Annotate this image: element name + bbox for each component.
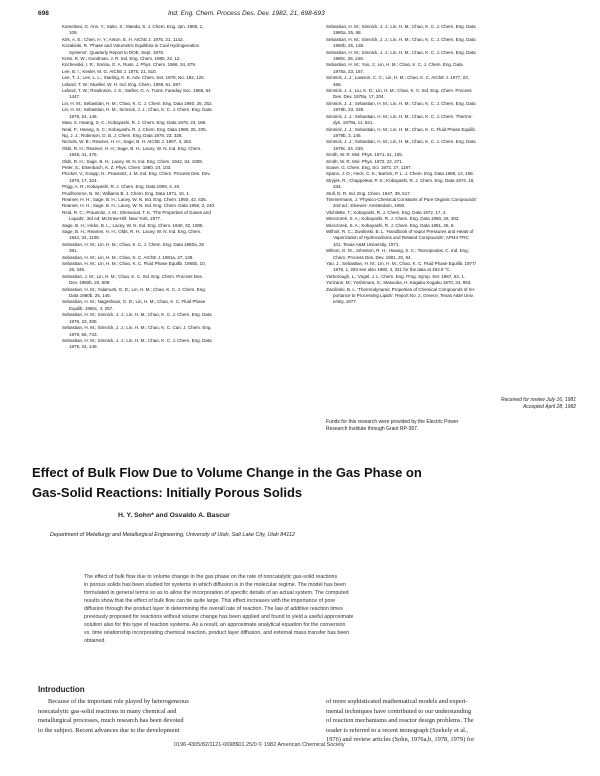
reference-line: Wieczorek, S. A.; Kobayashi, R. J. Chem. Eng. Data 1981, 26, 8. (326, 222, 455, 228)
reference-line: 1979, 24, 149. (69, 344, 98, 350)
reference-line: 334. (333, 184, 342, 190)
abstract-line: diffusion through the product layer in determining the overall rate of reaction. The law of additive reaction times (84, 606, 343, 612)
reference-line: Smith, W. R. Mol. Phys. 1971, 21, 105. (326, 152, 403, 158)
reference-line: 1949, 41, 475. (69, 152, 98, 158)
reference-line: Spano, J. O.; Heck, C. K.; Barrick, P. L. J. Chem. Eng. Data 1968, 13, 168. (326, 171, 474, 177)
reference-line: Yarborough, L.; Vogel, J. L. Chem. Eng. Prog. Symp. Ser. 1967, 63, 1. (326, 273, 465, 279)
abstract-line: previously proposed for reactions without volume change has been applied and found to yield a useful approximate (84, 614, 354, 620)
reference-line: Sebastian, J. M.; Lin, H. M.; Chao, K. C. Ind. Eng. Chem. Process Des. (62, 273, 204, 279)
reference-line: Chem. Process Des. Dev. 1981, 20, 94. (333, 254, 412, 260)
accepted-date: Accepted April 28, 1982 (523, 404, 576, 410)
abstract-line: results show that the effect of bulk flow can be quite large. This effect increases with the importance of pore (84, 598, 336, 604)
reference-line: 1979, 24, 146. (69, 113, 98, 119)
reference-line: Simnick, J. J.; Sebastian, H. M.; Lin, H. M.; Chao, K. C. J. Chem. Thermo- (326, 113, 473, 119)
reference-line: Krichevskii, I. R.; Sorina, G. A. Russ. J. Phys. Chem. 1966, 24, 879. (62, 62, 197, 68)
reference-line: Systems'. Quarterly Report to DOE, Sept. 1978. (69, 49, 165, 55)
reference-line: Ng, J. J.; Robinson, D. B. J. Chem. Eng. Data 1978, 23, 326. (62, 132, 183, 138)
reference-line: 1979c, 24, 239. (333, 145, 364, 151)
page-number: 698 (38, 10, 49, 17)
reference-line: 1978a, 23, 167. (333, 68, 365, 74)
reference-line: Kirk, A. E.; Chen, H. Y.; Anton, E. H. AIChE J. 1975, 21, 1142. (62, 36, 184, 42)
reference-line: Soave, G. Chem. Eng. Sci. 1972, 27, 1197. (326, 164, 412, 170)
abstract-line: solution also for this type of reaction systems. As a result, an approximate analytical equation for the conversion (84, 622, 346, 628)
reference-line: Sebastian, H. M.; Yalamurti, G. D.; Lin, H. M.; Chao, K. C. J. Chem. Eng. (62, 286, 206, 292)
reference-line: Lin, H. M.; Sebastian, H. M.; Simnick, J. J.; Chao, K. C. J. Chem. Eng. Data (62, 107, 212, 113)
reference-line: 1978, 23, 305. (69, 318, 98, 324)
reference-line: Sebastian, H. M.; Simnick, J. J.; Lin, H. M.; Chao, K. C. J. Chem. Eng. Data (326, 24, 476, 29)
reference-line: Nichols, W. B.; Reamer, H. H.; Sage, B. H. AIChE J. 1957, 3, 262. (62, 139, 193, 145)
reference-line: Kreis, R. W.; Goodman, J. R. Ind. Eng. Chem. 1980, 22, 12. (62, 56, 181, 62)
reference-line: portance to Processing Lipids'. Report No. 2, Greece, Texas A&M Univ. (333, 293, 474, 299)
reference-line: Reid, R. C.; Prausnitz, J. M.; Sherwood, T. K. 'The Properties of Gases and (62, 209, 211, 215)
abstract-line: vs. time relationship incorporating chemical reaction, product layer diffusion, and external mass transfer has been (84, 630, 350, 636)
reference-line: Sebastian, H. M.; Simnick, J. J.; Lin, H. M.; Chao, K. C. J. Chem. Eng. Data (62, 312, 212, 318)
reference-line: 101. Texas A&M University, 1971. (333, 241, 400, 247)
author-list: H. Y. Sohn* and Osvaldo A. Bascur (118, 512, 230, 519)
reference-line: Olds, R. H.; Sage, B. H.; Lacey, W. N. Ind. Eng. Chem. 1942, 34, 1008. (62, 158, 203, 164)
reference-line: Simnick, J. J.; Sebastian, H. M.; Lin, H. M.; Chao, K. C. J. Chem. Eng. Data (326, 100, 476, 106)
reference-line: Wieczorek, S. A.; Kobayashi, R. J. Chem. Eng. Data 1980, 25, 302. (326, 216, 460, 222)
reference-line: Prudhomme, N. W.; Williams B. J. Chem. Eng. Data 1971, 16, 1. (62, 190, 190, 196)
article-title (32, 463, 572, 503)
reference-line: Leland, T. W.; Rowlinson, J. S.; Sather, G. A. Trans. Faraday Soc. 1968, 64 (62, 88, 211, 94)
reference-line: Wilhoit, R. C.; Zwolinski, B. L. 'Handbook of Vapor Pressures and Heats of (326, 229, 474, 234)
reference-line: Stull, D. R. Ind. Eng. Chem. 1947, 39, 517. (326, 190, 411, 196)
body-text-line: mental techniques have contributed to our understanding (326, 707, 472, 715)
funding-line: Funds for this research were provided by the Electric Power (326, 419, 459, 425)
introduction-right-column (326, 697, 556, 745)
funding-line: Research Institute through Grant RP-367. (326, 426, 419, 432)
body-text-line: of more sophisticated mathematical models and experi- (326, 698, 468, 705)
body-text-line: Because of the important role played by heterogeneous (48, 698, 189, 705)
reference-line: Reamer, H. H.; Sage, B. H.; Lacey, W. N. Ind. Eng. Chem. Data 1958, 3, 240. (62, 203, 216, 209)
reference-line: Sebastian, H. M.; Simnick, J. J.; Lin, H. M.; Chao, K. C. J. Chem. Eng. Data (326, 49, 476, 55)
reference-line: Simnick, J. J.; Liu, K. D.; Lin, H. M.; Chao, K. C. Ind. Eng. Chem. Process (326, 88, 472, 94)
reference-line: Simnick, J. J.; Sebastian, H. M.; Lin, H. M.; Chao, K. C. Fluid Phase Equilib. (326, 126, 477, 132)
reference-line: Leland, T. W.; Mueller, W. H. Ind. Eng. Chem. 1959, 51, 597. (62, 81, 182, 87)
reference-line: Kameitani, G. Ann. Y.; Saito, S.; Maeda, S. J. Chem. Eng. Jpn. 1988, 1, (62, 24, 204, 29)
references-right-column (326, 24, 584, 306)
reference-line: 1980b, 25, 138. (333, 43, 365, 49)
reference-line: Simnick, J. J.; Sebastian, H. M.; Lin, H. M.; Chao, K. C. J. Chem. Eng. Data (326, 139, 476, 145)
reference-line: Yao, J.; Sebastian, H. M.; Lin, H. M.; Chao, K. C. Fluid Phase Equilib. 1977/ (326, 261, 476, 267)
reference-line: Lee, T. J.; Lee, L. L.; Starling, K. E. Adv. Chem. Ser. 1979, No. 182, 125. (62, 75, 205, 81)
reference-line: 1942, 34, 1108. (69, 235, 100, 241)
received-dates (501, 397, 576, 411)
abstract-line: in porous solids has been studied for systems in which diffusion is in the molecular regime. The model has been (84, 582, 346, 588)
reference-line: Equilib. 1980c, 4, 257. (69, 305, 114, 311)
reference-line: Simnick, J. J.; Lawson, C. C.; Lin, H. M.; Chao, K. C. AIChE J. 1977, 23, (326, 75, 469, 81)
reference-line: 26, 346. (69, 267, 86, 273)
received-date: Received for review July 16, 1981 (500, 397, 576, 403)
journal-citation: Ind. Eng. Chem. Process Des. Dev. 1982, 21, 698-693 (168, 10, 325, 17)
introduction-left-column (38, 697, 268, 735)
page-header (38, 10, 562, 20)
abstract (84, 573, 516, 645)
reference-line: Data 1980b, 25, 145. (69, 293, 111, 299)
copyright-footer: 0196-4305/82/1121-0698$01.25/0 © 1982 American Chemical Society (174, 742, 345, 748)
reference-line: Vilchilette, T.; Kobayashi, R. J. Chem. Eng. Data 1972, 17, 4. (326, 209, 447, 215)
reference-line: Peter, S.; Eisenbach, K. Z. Phys. Chem. 1980, 24, 103. (62, 164, 172, 170)
reference-line: 1978, 1, 293 see also 1980, 4, 321 for the data at 453.9 °C. (333, 267, 451, 273)
reference-line: 1447. (69, 94, 81, 100)
body-text-line: to the subject. Recent advances due to the development (38, 726, 180, 734)
reference-line: Liquids', 3rd ed; McGraw-Hill: New York, 1977. (69, 216, 162, 222)
reference-line: Vaporization of Hydrocarbons and Related Compounds'; API44-TRC (333, 235, 469, 241)
reference-line: Olds, R. H.; Reamer, H. H.; Sage, B. H.; Lacey, W. N. Ind. Eng. Chem. (62, 145, 202, 151)
reference-line: 1978b, 23, 339. (333, 107, 365, 113)
reference-line: Timmermans, J. 'Physico-Chemical Constants of Pure Organic Compounds' (326, 196, 477, 202)
reference-line: Sebastian, H. M.; Lin, H. M.; Chao, K. C. Fluid Phase Equilib. 1980b, 10, (62, 261, 206, 267)
reference-line: dyn. 1979a, 11, 531. (333, 120, 374, 126)
reference-line: Sebastian, H. M.; Simnick, J. J.; Lin, H. M.; Chao, K. C. J. Chem. Eng. Data (62, 337, 212, 343)
reference-line: Kozakinki, R. 'Phase and Volumetric Equilibria in Coal Hydrogenation (62, 43, 200, 49)
reference-line: Plocker, V.; Knapp, H.; Prausnitz, J. M. Ind. Eng. Chem. Process Des. Dev. (62, 171, 211, 177)
body-text-line: noncatalytic gas-solid reactions in many chemical and (38, 707, 177, 715)
section-heading: Introduction (38, 685, 85, 694)
reference-line: Sebastian, H. M.; Nageshwar, G. D.; Lin, H. M.; Chao, K. C. Fluid Phase (62, 299, 206, 305)
reference-line: Reamer, H. H.; Sage, B. H.; Lacey, W. N. Ind. Eng. Chem. 1950, 42, 635. (62, 196, 207, 202)
reference-line: Lee, B. I.; Kesler, M. G. AIChE J. 1975, 21, 510. (62, 68, 157, 74)
reference-line: Maw, S. Hwang, S. C.; Kobayashi, R. J. Chem. Eng. Data 1978, 23, 186. (62, 120, 207, 126)
title-line: Effect of Bulk Flow Due to Volume Change in the Gas Phase on (32, 465, 422, 480)
title-line: Gas-Solid Reactions: Initially Porous Solids (32, 485, 303, 500)
reference-line: Sebastian, H. M.; Simnick, J. J.; Lin, H. M.; Chao, K. C. Can. J. Chem. Eng. (62, 325, 212, 331)
reference-line: ersity, 1977. (333, 299, 358, 305)
reference-line: Zwolinski, B. L. 'Thermodynamic Properties of Chemical Compounds of Im- (326, 286, 476, 292)
reference-line: Sebastian, H. M.; Lin, H. M.; Chao, K. C. J. Chem. Eng. Data 1980a, 25 (62, 241, 205, 247)
affiliation: Department of Metallurgy and Metallurgical Engineering, University of Utah, Salt Lake City, Utah 84112 (50, 532, 295, 538)
reference-line: Lin, H. M.; Sebastian, H. M.; Chao, K. C. J. Chem. Eng. Data 1980, 25, 252. (62, 100, 213, 106)
reference-line: 1978, 56, 743. (69, 331, 98, 337)
reference-line: Yorizane, M.; Yoshimura, S.; Masuoka, H. Kagaku Kogaku 1970, 34, 953. (326, 280, 472, 286)
body-text-line: metallurgical processes, much research has been devoted (38, 717, 184, 724)
reference-line: Wilson, G. M.; Johnston, R. H.; Hwang, S. C.; Tsonopoulos, C. Ind. Eng. (326, 248, 469, 254)
reference-line: 1979b, 3, 145. (333, 132, 362, 138)
reference-line: 1978, 17, 324. (69, 177, 98, 183)
reference-line: 469. (333, 81, 342, 87)
reference-line: Sebastian, H. M.; Simnick, J. J.; Lin, H. M.; Chao, K. C. J. Chem. Eng. Data (326, 36, 476, 42)
body-text-line: of reaction mechanisms and reactor design problems. The (326, 717, 474, 724)
reference-line: Sebastian, H. M.; Yao, J.; Lin, H. M.; Chao, K. C. J. Chem. Eng. Data (326, 62, 463, 68)
reference-line: Des. Dev. 1978a, 17, 204. (333, 94, 385, 100)
reference-line: Smith, W. R. Mol. Phys. 1972, 22, 271. (326, 158, 403, 164)
references-left-column (62, 24, 312, 351)
abstract-line: formulated in general terms so as to allow the incorporation of specific details of an actual system. The computed (84, 590, 349, 596)
reference-line: 109. (69, 30, 78, 36)
abstract-line: obtained. (84, 638, 106, 644)
funding-note (326, 419, 586, 433)
body-text-line: reader is referred to a recent monograph (Szekely et al., (326, 726, 469, 734)
abstract-line: The effect of bulk flow due to volume change in the gas phase on the rate of noncatalytic gas-solid reactions (84, 574, 338, 580)
reference-line: Sage, B. H.; Reamer, H. H.; Olds, R. H.; Lacey, W. N. Ind. Eng. Chem. (62, 229, 202, 234)
reference-line: 2nd ed.; Elsevier: Amsterdam, 1950. (333, 203, 406, 209)
reference-line: Sage, B. H.; Hicks, B. L.; Lacey, W. N. Ind. Eng. Chem. 1940, 32, 1085. (62, 222, 204, 228)
reference-line: 1980c, 25, 246. (333, 56, 364, 62)
reference-line: Prigg, A. R.; Kobayashi, R. J. Chem. Eng. Data 1959, 4, 40. (62, 184, 181, 190)
reference-line: 381. (69, 248, 78, 254)
body-text-line: 1976) and review articles (Sohn, 1976a,b, 1978, 1979) for (326, 736, 475, 743)
reference-line: Stryjek, R.; Chappelear, P. S.; Kobayashi, R. J. Chem. Eng. Data 1974, 19, (326, 177, 475, 183)
reference-line: Dev. 1980b, 20, 508. (69, 280, 111, 286)
reference-line: Sebastian, H. M.; Lin, H. M.; Chao, K. C. AIChE J. 1981a, 27, 138. (62, 254, 194, 260)
reference-line: Neal, F.; Hwang, S. C.; Kobayashi, R. J. Chem. Eng. Data 1980, 25, 205. (62, 126, 207, 132)
reference-line: 1980a, 25, 68. (333, 30, 362, 36)
